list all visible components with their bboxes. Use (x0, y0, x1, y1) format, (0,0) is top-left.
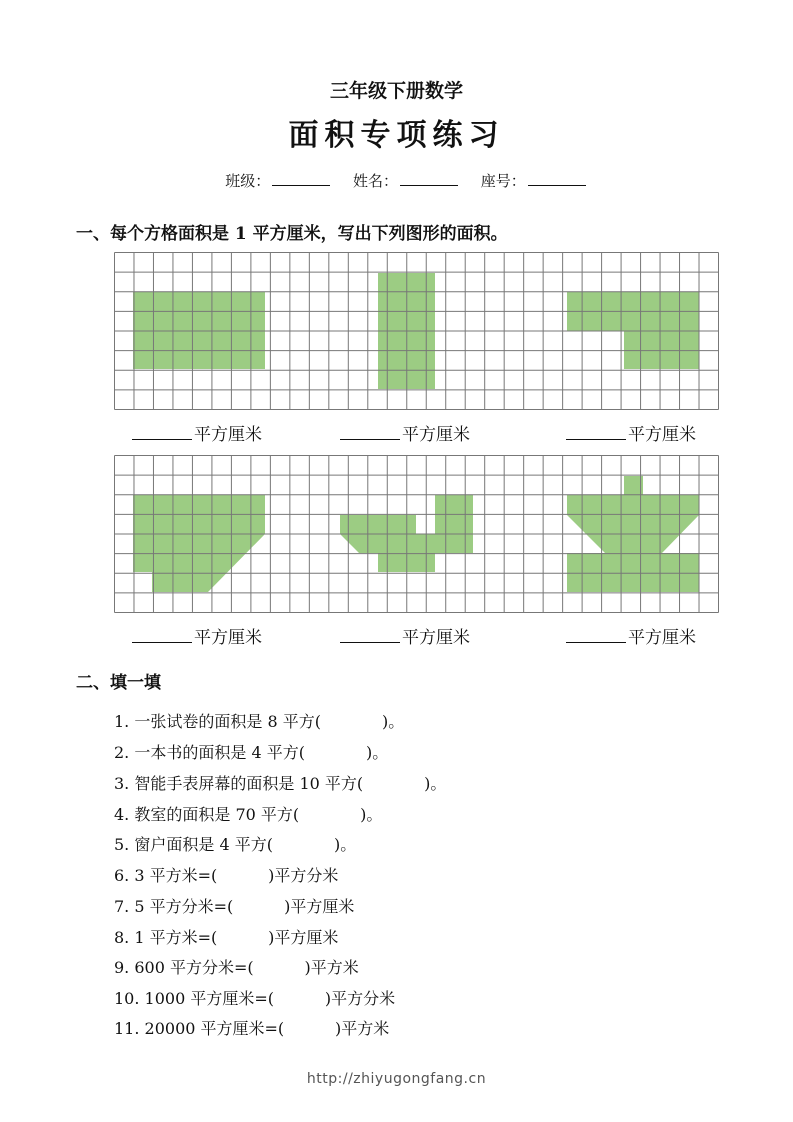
question-3: 3. 智能手表屏幕的面积是 10 平方( )。 (114, 774, 447, 793)
answer-blank-6[interactable] (566, 626, 626, 643)
section-2-heading: 二、填一填 (76, 673, 161, 693)
question-5: 5. 窗户面积是 4 平方( )。 (114, 835, 357, 854)
section-1-heading: 一、每个方格面积是 1 平方厘米，写出下列图形的面积。 (76, 224, 508, 244)
answer-blank-4[interactable] (132, 626, 192, 643)
answer-2: 平方厘米 (340, 420, 470, 445)
name-blank[interactable] (400, 173, 458, 186)
question-7: 7. 5 平方分米=( )平方厘米 (114, 897, 355, 916)
question-4: 4. 教室的面积是 70 平方( )。 (114, 805, 383, 824)
question-10: 10. 1000 平方厘米=( )平方分米 (114, 989, 396, 1008)
question-11: 11. 20000 平方厘米=( )平方米 (114, 1019, 390, 1038)
answer-blank-2[interactable] (340, 423, 400, 440)
class-label: 班级： (225, 172, 271, 190)
class-blank[interactable] (272, 173, 330, 186)
answer-blank-3[interactable] (566, 423, 626, 440)
answer-blank-5[interactable] (340, 626, 400, 643)
worksheet-title: 面积专项练习 (288, 118, 505, 153)
answer-1: 平方厘米 (132, 420, 262, 445)
question-8: 8. 1 平方米=( )平方厘米 (114, 928, 339, 947)
worksheet-subtitle: 三年级下册数学 (329, 80, 463, 102)
grid-shape-4 (133, 495, 265, 592)
area-grid-bottom (114, 455, 719, 613)
name-label: 姓名： (352, 172, 398, 190)
answer-6: 平方厘米 (566, 623, 696, 648)
answer-blank-1[interactable] (132, 423, 192, 440)
question-6: 6. 3 平方米=( )平方分米 (114, 866, 339, 885)
seat-blank[interactable] (528, 173, 586, 186)
footer-url: http://zhiyugongfang.cn (306, 1071, 487, 1087)
seat-label: 座号： (480, 172, 526, 190)
answer-4: 平方厘米 (132, 623, 262, 648)
question-1: 1. 一张试卷的面积是 8 平方( )。 (114, 712, 405, 731)
question-2: 2. 一本书的面积是 4 平方( )。 (114, 743, 389, 762)
answer-3: 平方厘米 (566, 420, 696, 445)
answer-5: 平方厘米 (340, 623, 470, 648)
area-grid-top (114, 252, 719, 410)
student-info-row (0, 170, 793, 191)
question-9: 9. 600 平方分米=( )平方米 (114, 958, 359, 977)
